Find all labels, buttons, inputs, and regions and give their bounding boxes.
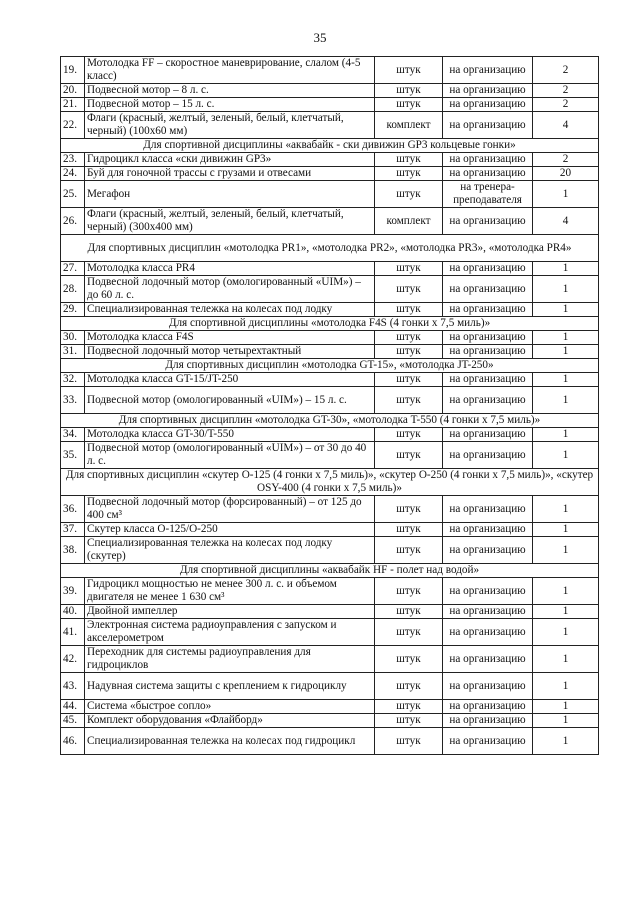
item-number: 46. [61, 728, 85, 755]
table-row [61, 153, 599, 167]
page-number: 35 [313, 30, 327, 45]
item-quantity: 1 [533, 496, 599, 523]
item-number: 36. [61, 496, 85, 523]
section-header-row [61, 139, 599, 153]
section-title: Для спортивной дисциплины «аквабайк HF - полет над водой» [61, 564, 599, 578]
section-header-row [61, 359, 599, 373]
item-number: 42. [61, 646, 85, 673]
item-name: Специализированная тележка на колесах под гидроцикл [85, 728, 375, 755]
item-allocation: на организацию [443, 167, 533, 181]
item-unit: штук [375, 646, 443, 673]
item-unit: штук [375, 276, 443, 303]
item-unit: штук [375, 673, 443, 700]
item-quantity: 1 [533, 578, 599, 605]
item-allocation: на тренера-преподавателя [443, 181, 533, 208]
item-quantity: 1 [533, 276, 599, 303]
table-row [61, 303, 599, 317]
table-row [61, 728, 599, 755]
section-title: Для спортивных дисциплин «скутер O-125 (4 гонки x 7,5 миль)», «скутер O-250 (4 гонки x 7,5 миль)», «скутер OSY-400 (4 гонки x 7,5 миль)» [61, 469, 599, 496]
item-name: Мотолодка FF – скоростное маневрирование, слалом (4-5 класс) [85, 57, 375, 84]
item-number: 21. [61, 98, 85, 112]
item-allocation: на организацию [443, 728, 533, 755]
table-row [61, 537, 599, 564]
item-number: 39. [61, 578, 85, 605]
item-name: Скутер класса O-125/O-250 [85, 523, 375, 537]
item-allocation: на организацию [443, 646, 533, 673]
item-name: Подвесной лодочный мотор (форсированный) – от 125 до 400 см³ [85, 496, 375, 523]
item-name: Надувная система защиты с креплением к гидроциклу [85, 673, 375, 700]
item-quantity: 1 [533, 262, 599, 276]
item-allocation: на организацию [443, 605, 533, 619]
table-row [61, 331, 599, 345]
item-allocation: на организацию [443, 619, 533, 646]
item-name: Подвесной мотор (омологированный «UIM») – 15 л. с. [85, 387, 375, 414]
item-name: Подвесной мотор – 8 л. с. [85, 84, 375, 98]
item-unit: штук [375, 728, 443, 755]
item-unit: штук [375, 523, 443, 537]
section-title: Для спортивной дисциплины «аквабайк - ски дивижин GP3 кольцевые гонки» [61, 139, 599, 153]
item-name: Система «быстрое сопло» [85, 700, 375, 714]
item-allocation: на организацию [443, 578, 533, 605]
section-title: Для спортивной дисциплины «мотолодка F4S (4 гонки x 7,5 миль)» [61, 317, 599, 331]
item-quantity: 20 [533, 167, 599, 181]
item-allocation: на организацию [443, 442, 533, 469]
item-number: 20. [61, 84, 85, 98]
item-allocation: на организацию [443, 428, 533, 442]
item-allocation: на организацию [443, 496, 533, 523]
item-allocation: на организацию [443, 84, 533, 98]
item-quantity: 1 [533, 714, 599, 728]
item-quantity: 1 [533, 523, 599, 537]
table-row [61, 700, 599, 714]
item-allocation: на организацию [443, 523, 533, 537]
item-number: 34. [61, 428, 85, 442]
item-allocation: на организацию [443, 153, 533, 167]
table-row [61, 496, 599, 523]
item-name: Мегафон [85, 181, 375, 208]
item-allocation: на организацию [443, 262, 533, 276]
item-quantity: 1 [533, 605, 599, 619]
item-name: Гидроцикл мощностью не менее 300 л. с. и объемом двигателя не менее 1 630 см³ [85, 578, 375, 605]
table-row [61, 84, 599, 98]
item-quantity: 2 [533, 153, 599, 167]
table-row [61, 373, 599, 387]
item-quantity: 4 [533, 208, 599, 235]
item-unit: штук [375, 373, 443, 387]
item-allocation: на организацию [443, 57, 533, 84]
item-allocation: на организацию [443, 208, 533, 235]
item-number: 41. [61, 619, 85, 646]
table-row [61, 181, 599, 208]
item-unit: штук [375, 345, 443, 359]
item-allocation: на организацию [443, 373, 533, 387]
item-allocation: на организацию [443, 537, 533, 564]
item-name: Мотолодка класса GT-30/T-550 [85, 428, 375, 442]
item-quantity: 1 [533, 619, 599, 646]
item-name: Мотолодка класса F4S [85, 331, 375, 345]
item-allocation: на организацию [443, 673, 533, 700]
item-unit: штук [375, 262, 443, 276]
item-allocation: на организацию [443, 112, 533, 139]
item-allocation: на организацию [443, 331, 533, 345]
item-quantity: 1 [533, 303, 599, 317]
item-number: 28. [61, 276, 85, 303]
item-quantity: 1 [533, 428, 599, 442]
item-name: Переходник для системы радиоуправления для гидроциклов [85, 646, 375, 673]
item-name: Подвесной мотор – 15 л. с. [85, 98, 375, 112]
section-title: Для спортивных дисциплин «мотолодка GT-30», «мотолодка T-550 (4 гонки x 7,5 миль)» [61, 414, 599, 428]
section-title: Для спортивных дисциплин «мотолодка GT-15», «мотолодка JT-250» [61, 359, 599, 373]
item-allocation: на организацию [443, 98, 533, 112]
item-unit: штук [375, 428, 443, 442]
item-unit: штук [375, 442, 443, 469]
item-quantity: 1 [533, 537, 599, 564]
table-row [61, 646, 599, 673]
table-row [61, 57, 599, 84]
item-quantity: 2 [533, 57, 599, 84]
item-name: Флаги (красный, желтый, зеленый, белый, клетчатый, черный) (300x400 мм) [85, 208, 375, 235]
table-row [61, 262, 599, 276]
item-quantity: 1 [533, 373, 599, 387]
item-name: Специализированная тележка на колесах под лодку (скутер) [85, 537, 375, 564]
table-row [61, 578, 599, 605]
item-allocation: на организацию [443, 276, 533, 303]
item-number: 27. [61, 262, 85, 276]
table-row [61, 442, 599, 469]
item-name: Подвесной лодочный мотор четырехтактный [85, 345, 375, 359]
item-unit: штук [375, 387, 443, 414]
section-header-row [61, 564, 599, 578]
item-number: 37. [61, 523, 85, 537]
item-number: 32. [61, 373, 85, 387]
item-number: 26. [61, 208, 85, 235]
table-row [61, 619, 599, 646]
table-row [61, 673, 599, 700]
item-unit: штук [375, 303, 443, 317]
item-quantity: 4 [533, 112, 599, 139]
item-number: 19. [61, 57, 85, 84]
item-number: 31. [61, 345, 85, 359]
item-unit: штук [375, 619, 443, 646]
table-row [61, 112, 599, 139]
item-number: 44. [61, 700, 85, 714]
item-unit: комплект [375, 208, 443, 235]
item-name: Двойной импеллер [85, 605, 375, 619]
table-row [61, 714, 599, 728]
item-unit: комплект [375, 112, 443, 139]
item-unit: штук [375, 537, 443, 564]
item-unit: штук [375, 714, 443, 728]
item-unit: штук [375, 57, 443, 84]
item-number: 22. [61, 112, 85, 139]
item-name: Гидроцикл класса «ски дивижин GP3» [85, 153, 375, 167]
item-unit: штук [375, 496, 443, 523]
item-allocation: на организацию [443, 700, 533, 714]
item-number: 38. [61, 537, 85, 564]
item-allocation: на организацию [443, 303, 533, 317]
item-number: 29. [61, 303, 85, 317]
item-number: 24. [61, 167, 85, 181]
item-name: Комплект оборудования «Флайборд» [85, 714, 375, 728]
item-quantity: 1 [533, 345, 599, 359]
section-header-row [61, 235, 599, 262]
item-unit: штук [375, 98, 443, 112]
item-unit: штук [375, 84, 443, 98]
item-unit: штук [375, 700, 443, 714]
item-number: 25. [61, 181, 85, 208]
item-allocation: на организацию [443, 345, 533, 359]
table-row [61, 276, 599, 303]
item-quantity: 2 [533, 98, 599, 112]
table-row [61, 387, 599, 414]
item-allocation: на организацию [443, 714, 533, 728]
section-header-row [61, 317, 599, 331]
item-number: 43. [61, 673, 85, 700]
item-unit: штук [375, 605, 443, 619]
item-number: 33. [61, 387, 85, 414]
section-header-row [61, 414, 599, 428]
table-row [61, 605, 599, 619]
item-unit: штук [375, 578, 443, 605]
item-number: 45. [61, 714, 85, 728]
equipment-table-body [61, 57, 599, 755]
item-quantity: 1 [533, 728, 599, 755]
item-quantity: 2 [533, 84, 599, 98]
item-name: Электронная система радиоуправления с запуском и акселерометром [85, 619, 375, 646]
item-name: Подвесной лодочный мотор (омологированный «UIM») – до 60 л. с. [85, 276, 375, 303]
item-name: Специализированная тележка на колесах под лодку [85, 303, 375, 317]
item-unit: штук [375, 181, 443, 208]
item-unit: штук [375, 167, 443, 181]
item-quantity: 1 [533, 387, 599, 414]
item-number: 35. [61, 442, 85, 469]
table-row [61, 523, 599, 537]
section-header-row [61, 469, 599, 496]
item-name: Мотолодка класса GT-15/JT-250 [85, 373, 375, 387]
item-quantity: 1 [533, 646, 599, 673]
item-name: Подвесной мотор (омологированный «UIM») – от 30 до 40 л. с. [85, 442, 375, 469]
item-number: 23. [61, 153, 85, 167]
item-quantity: 1 [533, 331, 599, 345]
item-unit: штук [375, 153, 443, 167]
table-row [61, 98, 599, 112]
item-quantity: 1 [533, 442, 599, 469]
item-unit: штук [375, 331, 443, 345]
table-row [61, 167, 599, 181]
item-name: Буй для гоночной трассы с грузами и отвесами [85, 167, 375, 181]
item-quantity: 1 [533, 181, 599, 208]
table-row [61, 428, 599, 442]
item-name: Флаги (красный, желтый, зеленый, белый, клетчатый, черный) (100x60 мм) [85, 112, 375, 139]
item-quantity: 1 [533, 673, 599, 700]
table-row [61, 345, 599, 359]
table-row [61, 208, 599, 235]
item-number: 40. [61, 605, 85, 619]
item-name: Мотолодка класса PR4 [85, 262, 375, 276]
item-number: 30. [61, 331, 85, 345]
section-title: Для спортивных дисциплин «мотолодка PR1», «мотолодка PR2», «мотолодка PR3», «мотолодка PR4» [61, 235, 599, 262]
item-allocation: на организацию [443, 387, 533, 414]
equipment-table [60, 56, 599, 755]
item-quantity: 1 [533, 700, 599, 714]
